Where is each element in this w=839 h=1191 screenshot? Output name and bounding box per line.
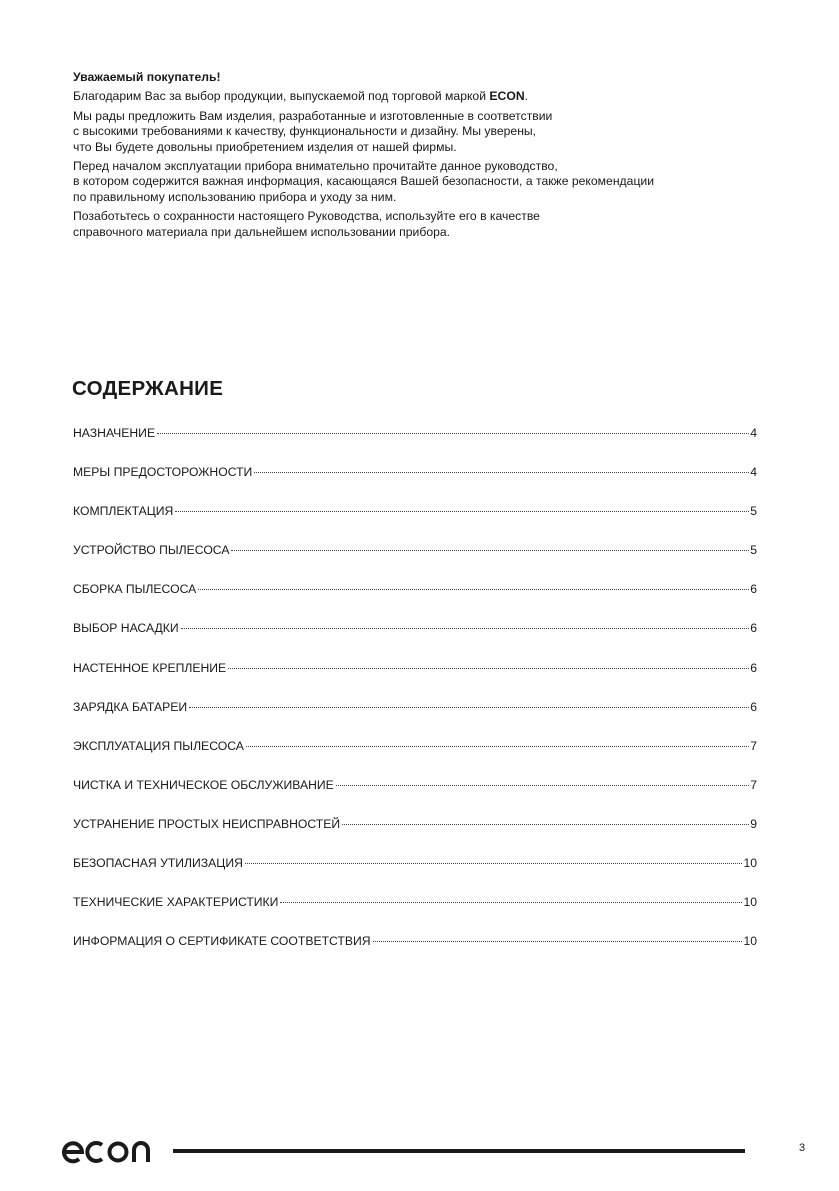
toc-dot-leader: [246, 746, 749, 747]
toc-dot-leader: [157, 433, 749, 434]
toc-item-page: 4: [750, 465, 757, 480]
toc-item-page: 6: [750, 582, 757, 597]
footer-divider: [173, 1149, 745, 1153]
toc-dot-leader: [189, 707, 749, 708]
toc-dot-leader: [336, 785, 749, 786]
toc-item-label: ИНФОРМАЦИЯ О СЕРТИФИКАТЕ СООТВЕТСТВИЯ: [73, 934, 371, 949]
toc-dot-leader: [175, 511, 749, 512]
toc-item-page: 9: [750, 816, 757, 831]
toc-item[interactable]: [73, 503, 757, 542]
toc-item-page: 6: [750, 699, 757, 714]
toc-item-label: НАЗНАЧЕНИЕ: [73, 426, 156, 440]
intro-section: [73, 70, 763, 244]
toc-dot-leader: [228, 668, 749, 669]
toc-item-page: 5: [750, 504, 757, 519]
toc-item-label: ВЫБОР НАСАДКИ: [73, 621, 179, 636]
toc-item-label: НАСТЕННОЕ КРЕПЛЕНИЕ: [73, 660, 227, 675]
table-of-contents: [73, 425, 757, 972]
toc-item[interactable]: [73, 542, 757, 581]
toc-item[interactable]: [73, 620, 757, 659]
toc-item[interactable]: [73, 894, 757, 933]
toc-item-page: 10: [743, 856, 757, 871]
toc-dot-leader: [342, 824, 749, 825]
intro-paragraph-3: Перед началом эксплуатации прибора внимательно прочитайте данное руководство, в котором содержится важная информация, касающаяся Вашей безопасности, а также рекомендации по правильному использованию прибора и уходу за ним.: [73, 159, 655, 204]
toc-dot-leader: [254, 472, 749, 473]
thanks-prefix: Благодарим Вас за выбор продукции, выпускаемой под торговой маркой: [73, 89, 490, 104]
toc-item-page: 6: [750, 660, 757, 675]
toc-dot-leader: [181, 628, 750, 629]
toc-item-page: 10: [743, 895, 757, 910]
toc-item-label: БЕЗОПАСНАЯ УТИЛИЗАЦИЯ: [73, 856, 243, 871]
toc-item-label: ЭКСПЛУАТАЦИЯ ПЫЛЕСОСА: [73, 738, 244, 753]
thanks-paragraph: [73, 89, 763, 104]
toc-item[interactable]: [73, 855, 757, 894]
intro-paragraph-2: Мы рады предложить Вам изделия, разработанные и изготовленные в соответствии с высокими требованиями к качеству, функциональности и дизайну. Мы уверены, что Вы будете довольны приобретением изделия от нашей фирмы.: [73, 108, 553, 154]
toc-item-label: ТЕХНИЧЕСКИЕ ХАРАКТЕРИСТИКИ: [73, 895, 279, 910]
toc-item[interactable]: [73, 581, 757, 620]
toc-item-label: УСТРОЙСТВО ПЫЛЕСОСА: [73, 543, 230, 558]
toc-item[interactable]: [73, 777, 757, 816]
toc-dot-leader: [373, 941, 743, 942]
toc-item-page: 10: [743, 934, 757, 949]
toc-item-label: СБОРКА ПЫЛЕСОСА: [73, 582, 197, 597]
toc-item[interactable]: [73, 464, 757, 503]
toc-item-label: ЧИСТКА И ТЕХНИЧЕСКОЕ ОБСЛУЖИВАНИЕ: [73, 777, 334, 792]
brand-name: ECON: [489, 89, 525, 104]
toc-item[interactable]: [73, 660, 757, 699]
toc-item[interactable]: [73, 699, 757, 738]
toc-title: СОДЕРЖАНИЕ: [72, 377, 224, 400]
toc-item[interactable]: [73, 816, 757, 855]
toc-dot-leader: [231, 550, 749, 551]
toc-item-page: 6: [750, 621, 757, 636]
toc-dot-leader: [245, 863, 743, 864]
toc-item-label: МЕРЫ ПРЕДОСТОРОЖНОСТИ: [73, 465, 253, 480]
toc-item[interactable]: [73, 738, 757, 777]
thanks-suffix: .: [524, 89, 529, 104]
toc-item-label: ЗАРЯДКА БАТАРЕИ: [73, 699, 188, 714]
toc-item-page: 7: [750, 738, 757, 753]
toc-item-page: 4: [750, 426, 757, 440]
greeting: Уважаемый покупатель!: [73, 70, 221, 84]
page-number: 3: [799, 1142, 806, 1154]
toc-item[interactable]: [73, 425, 757, 464]
toc-dot-leader: [280, 902, 742, 903]
toc-item-page: 5: [750, 543, 757, 558]
econ-logo-icon: [62, 1133, 154, 1167]
toc-item-label: УСТРАНЕНИЕ ПРОСТЫХ НЕИСПРАВНОСТЕЙ: [73, 816, 341, 831]
toc-item-label: КОМПЛЕКТАЦИЯ: [73, 504, 174, 519]
toc-item[interactable]: [73, 933, 757, 972]
toc-dot-leader: [198, 589, 749, 590]
intro-paragraph-4: Позаботьтесь о сохранности настоящего Руководства, используйте его в качестве справочного материала при дальнейшем использовании прибора.: [73, 209, 540, 239]
toc-item-page: 7: [750, 777, 757, 792]
